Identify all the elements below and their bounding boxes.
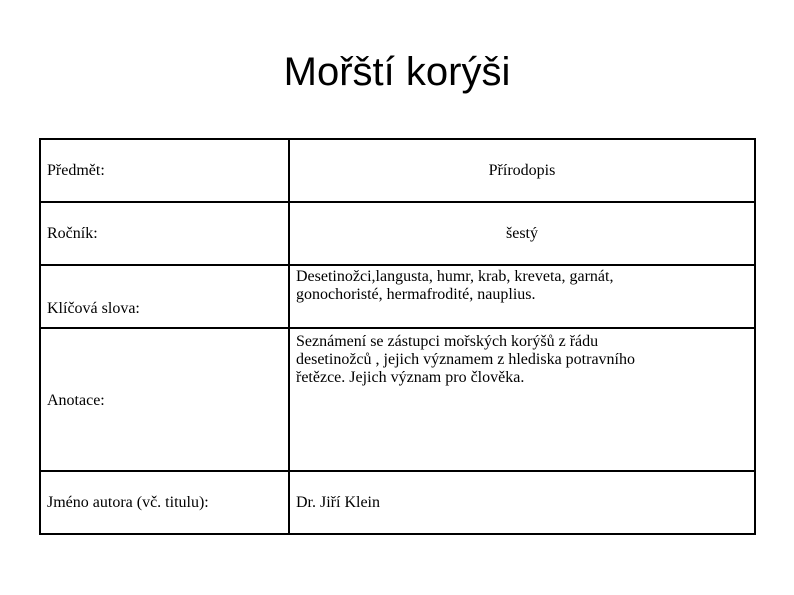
page-title: Mořští korýši xyxy=(283,50,511,94)
author-label: Jméno autora (vč. titulu): xyxy=(40,471,289,534)
keywords-line: gonochoristé, hermafrodité, nauplius. xyxy=(296,286,536,303)
annotation-line: Seznámení se zástupci mořských korýšů z řádu xyxy=(296,333,599,350)
table-row-keywords xyxy=(40,265,755,328)
info-table xyxy=(39,138,756,535)
keywords-line: Desetinožci,langusta, humr, krab, kreveta, garnát, xyxy=(296,268,614,285)
table-row-grade xyxy=(40,202,755,265)
author-value: Dr. Jiří Klein xyxy=(289,471,755,534)
subject-value: Přírodopis xyxy=(289,139,755,202)
keywords-value xyxy=(289,265,755,328)
annotation-line: desetinožců , jejich významem z hlediska potravního xyxy=(296,351,635,368)
table-row-subject xyxy=(40,139,755,202)
table-row-annotation xyxy=(40,328,755,471)
grade-value: šestý xyxy=(289,202,755,265)
annotation-value xyxy=(289,328,755,471)
table-row-author xyxy=(40,471,755,534)
subject-label: Předmět: xyxy=(40,139,289,202)
annotation-line: řetězce. Jejich význam pro člověka. xyxy=(296,369,525,386)
keywords-label: Klíčová slova: xyxy=(40,265,289,328)
grade-label: Ročník: xyxy=(40,202,289,265)
annotation-label: Anotace: xyxy=(40,328,289,471)
